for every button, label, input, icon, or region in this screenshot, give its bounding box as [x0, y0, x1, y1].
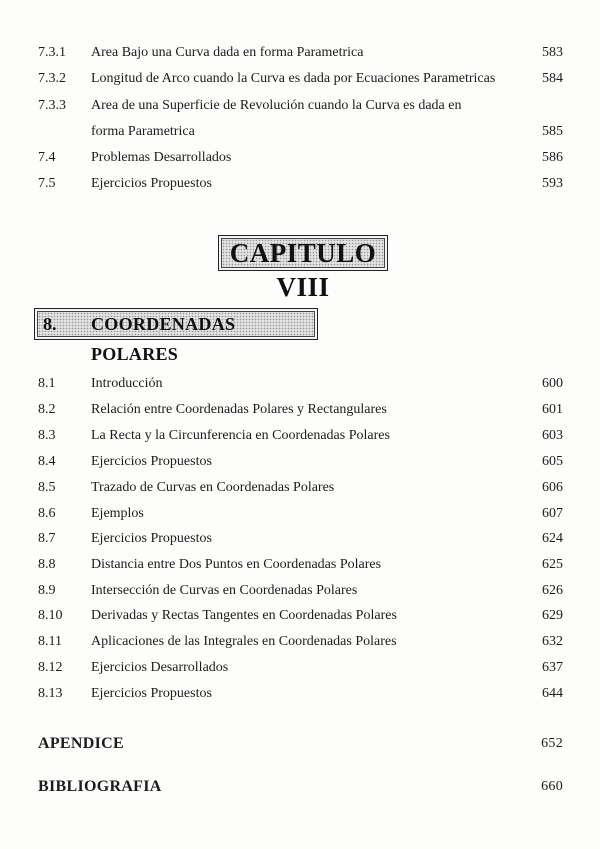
toc-entry [0, 148, 600, 168]
entry-number: 8.3 [38, 428, 56, 443]
entry-number: 7.3.2 [38, 71, 66, 86]
section-heading [34, 308, 318, 364]
entry-title: Introducción [91, 376, 163, 391]
entry-page: 586 [542, 150, 563, 165]
entry-page: 629 [542, 608, 563, 623]
toc-entry [0, 174, 600, 194]
appendix-page: 652 [541, 736, 563, 751]
entry-number: 8.9 [38, 583, 56, 598]
toc-entry [0, 555, 600, 575]
appendix-title: APENDICE [38, 735, 124, 752]
entry-title: Problemas Desarrollados [91, 150, 232, 165]
entry-page: 601 [542, 402, 563, 417]
entry-title: La Recta y la Circunferencia en Coordenadas Polares [91, 428, 390, 443]
entry-number: 8.1 [38, 376, 56, 391]
entry-number: 8.8 [38, 557, 56, 572]
entry-page: 637 [542, 660, 563, 675]
toc-entry-continuation [0, 122, 600, 142]
entry-title: Ejercicios Propuestos [91, 686, 212, 701]
entry-number: 8.2 [38, 402, 56, 417]
entry-page: 585 [542, 124, 563, 139]
toc-entry [0, 69, 600, 89]
entry-number: 7.4 [38, 150, 56, 165]
entry-number: 7.3.1 [38, 45, 66, 60]
toc-appendix [0, 732, 600, 756]
entry-title: Derivadas y Rectas Tangentes en Coordenadas Polares [91, 608, 397, 623]
toc-entry [0, 504, 600, 524]
entry-page: 603 [542, 428, 563, 443]
entry-number: 8.10 [38, 608, 63, 623]
toc-entry [0, 96, 600, 116]
entry-page: 605 [542, 454, 563, 469]
toc-entry [0, 606, 600, 626]
entry-page: 606 [542, 480, 563, 495]
entry-title: Area de una Superficie de Revolución cuando la Curva es dada en [91, 98, 462, 113]
entry-number: 8.12 [38, 660, 63, 675]
entry-page: 593 [542, 176, 563, 191]
entry-page: 644 [542, 686, 563, 701]
entry-number: 7.3.3 [38, 98, 66, 113]
bibliography-title: BIBLIOGRAFIA [38, 778, 162, 795]
entry-number: 8.13 [38, 686, 63, 701]
toc-entry [0, 581, 600, 601]
toc-entry [0, 478, 600, 498]
toc-entry [0, 452, 600, 472]
toc-entry [0, 529, 600, 549]
entry-title: Ejercicios Propuestos [91, 176, 212, 191]
entry-title: forma Parametrica [91, 124, 195, 139]
entry-page: 626 [542, 583, 563, 598]
bibliography-page: 660 [541, 779, 563, 794]
entry-page: 600 [542, 376, 563, 391]
entry-number: 8.5 [38, 480, 56, 495]
entry-page: 632 [542, 634, 563, 649]
toc-entry [0, 658, 600, 678]
entry-title: Relación entre Coordenadas Polares y Rectangulares [91, 402, 387, 417]
entry-title: Area Bajo una Curva dada en forma Parametrica [91, 45, 364, 60]
toc-entry [0, 400, 600, 420]
toc-entry [0, 684, 600, 704]
toc-entry [0, 632, 600, 652]
entry-page: 584 [542, 71, 563, 86]
entry-title: Ejercicios Propuestos [91, 531, 212, 546]
section-title: COORDENADAS POLARES [91, 314, 236, 364]
entry-number: 8.4 [38, 454, 56, 469]
toc-entry [0, 426, 600, 446]
section-number: 8. [43, 314, 57, 334]
entry-number: 8.11 [38, 634, 62, 649]
entry-title: Longitud de Arco cuando la Curva es dada por Ecuaciones Parametricas [91, 71, 496, 86]
entry-number: 8.7 [38, 531, 56, 546]
entry-title: Aplicaciones de las Integrales en Coordenadas Polares [91, 634, 397, 649]
entry-title: Ejercicios Desarrollados [91, 660, 229, 675]
entry-title: Ejemplos [91, 506, 144, 521]
entry-title: Trazado de Curvas en Coordenadas Polares [91, 480, 335, 495]
entry-page: 624 [542, 531, 563, 546]
entry-title: Intersección de Curvas en Coordenadas Polares [91, 583, 358, 598]
entry-page: 583 [542, 45, 563, 60]
entry-page: 607 [542, 506, 563, 521]
toc-entry [0, 43, 600, 63]
entry-title: Distancia entre Dos Puntos en Coordenadas Polares [91, 557, 382, 572]
entry-number: 8.6 [38, 506, 56, 521]
entry-page: 625 [542, 557, 563, 572]
entry-number: 7.5 [38, 176, 56, 191]
entry-title: Ejercicios Propuestos [91, 454, 212, 469]
chapter-heading: CAPITULO VIII [218, 235, 388, 271]
toc-bibliography [0, 775, 600, 799]
toc-entry [0, 374, 600, 394]
